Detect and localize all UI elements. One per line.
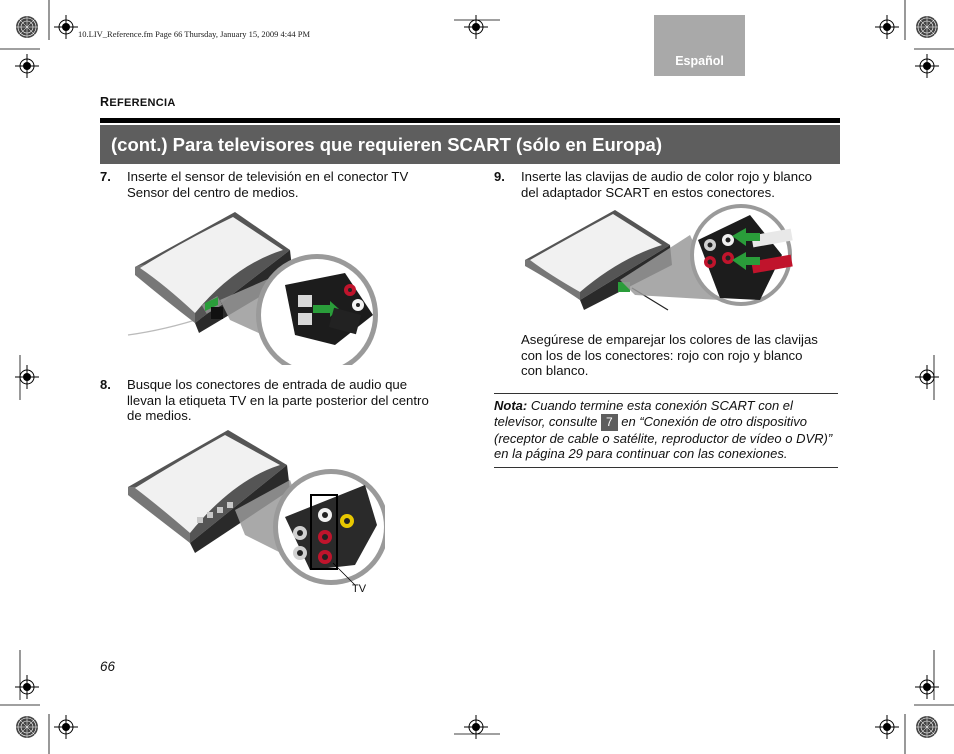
- step-8-number: 8.: [100, 377, 111, 392]
- page-title: (cont.) Para televisores que requieren SCART (sólo en Europa): [111, 134, 663, 155]
- note-box: Nota: Cuando termine esta conexión SCART con el televisor, consulte 7 en “Conexión de otro dispositivo (receptor de cable o satélite, reproductor de vídeo o DVR)” en la página 29 para continuar con las conexiones.: [494, 393, 838, 468]
- color-match-tip: Asegúrese de emparejar los colores de las clavijas con los de los conectores: rojo con rojo y blanco con blanco.: [521, 332, 818, 378]
- tv-connectors-figure: [125, 425, 385, 585]
- tv-sensor-figure: [125, 205, 385, 365]
- step-9-text: Inserte las clavijas de audio de color rojo y blanco del adaptador SCART en estos conectores.: [521, 169, 813, 200]
- tv-callout-label: TV: [352, 583, 367, 595]
- step-reference-link[interactable]: 7: [601, 414, 618, 431]
- note-label: Nota:: [494, 398, 528, 413]
- scart-audio-figure: [520, 200, 800, 320]
- language-tab-label: Español: [675, 54, 724, 68]
- step-9-number: 9.: [494, 169, 505, 184]
- step-7-number: 7.: [100, 169, 111, 184]
- page-number: 66: [100, 659, 116, 674]
- title-bar: [100, 125, 840, 164]
- language-tab[interactable]: [654, 15, 745, 76]
- step-8-text: Busque los conectores de entrada de audio que llevan la etiqueta TV en la parte posterior del centro de medios.: [127, 377, 429, 423]
- file-info-line: 10.LIV_Reference.fm Page 66 Thursday, January 15, 2009 4:44 PM: [78, 29, 311, 39]
- title-rule: [100, 118, 840, 123]
- step-7-text: Inserte el sensor de televisión en el conector TV Sensor del centro de medios.: [127, 169, 409, 200]
- section-label: REFERENCIA: [100, 95, 176, 109]
